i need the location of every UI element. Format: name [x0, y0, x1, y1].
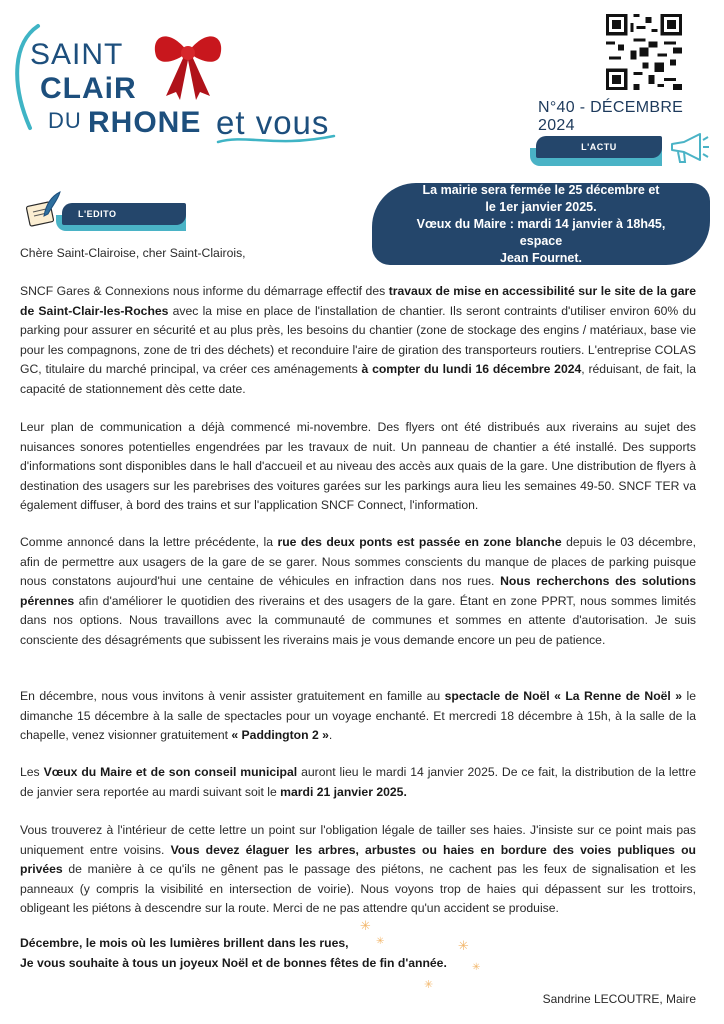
notice-line-4: Jean Fournet.: [500, 250, 582, 265]
paragraph-parking: Comme annoncé dans la lettre précédente, la rue des deux ponts est passée en zone blanche depuis le 03 décembre, afin de permettre aux usagers de la gare de se garer. Nous sommes conscients du manque de places de parking puisque nous constatons aujourd'hui une centaine de véhicules en infraction dans nos rues. Nous recherchons des solutions pérennes afin d'améliorer le quotidien des riverains et des usagers de la gare. Étant en zone PPRT, nous sommes limités dans nos options. Nous travaillons avec la communauté de communes et sommes en attente d'autorisation. Je suis consciente des désagréments que subissent les riverains mais je vous demande encore un peu de patience.: [20, 535, 696, 647]
paragraph-voeux: Les Vœux du Maire et de son conseil municipal auront lieu le mardi 14 janvier 2025. De ce fait, la distribution de la lettre de janvier sera reportée au mardi suivant soit le mardi 21 janvier 2025.: [20, 765, 696, 799]
signature: Sandrine LECOUTRE, Maire: [542, 992, 696, 1006]
actu-tab: L'ACTU: [536, 136, 662, 158]
logo-rhone: RHONE: [88, 106, 202, 139]
closing-line-1: Décembre, le mois où les lumières brillent dans les rues,: [20, 936, 349, 950]
edito-tab: L'EDITO: [62, 203, 186, 225]
logo-du: DU: [48, 108, 82, 133]
sparkle-icon: ✳: [424, 979, 434, 991]
logo-wave: [216, 132, 336, 148]
logo-et-vous: et vous: [216, 104, 330, 141]
paragraph-communication: Leur plan de communication a déjà commencé mi-novembre. Des flyers ont été distribués aux riverains au sujet des nuisances sonores potentielles engendrées par les travaux de nuit. Un panneau de chantier a été installé. Des supports d'informations sont disponibles dans le hall d'accueil et au niveau des accès aux quais de la gare. Une distribution de flyers à destination des usagers sur les parebrises des voitures garées sur les parkings aura lieu les semaines 49-50. SNCF TER va également diffuser, à bord des trains et sur l'application SNCF Connect, l'information.: [20, 420, 696, 513]
sparkle-icon: ✳: [458, 938, 469, 953]
sparkle-icon: ✳: [360, 918, 371, 933]
qr-code[interactable]: [606, 14, 682, 90]
ribbon-bow-icon: [148, 22, 228, 102]
paragraph-haies: Vous trouverez à l'intérieur de cette lettre un point sur l'obligation légale de tailler ses haies. J'insiste sur ce point mais pas uniquement entre voisins. Vous devez élaguer les arbres, arbustes ou haies en bordure des voies publiques ou privées de manière à ce qu'ils ne gênent pas le passage des piétons, ne cachent pas les feux de signalisation et les panneaux (y compris la visibilité en intersection de voirie). Nous voyons trop de haies qui dépassent sur les trottoirs, obligeant les piétons à descendre sur la route. Merci de ne pas attendre qu'un accident se produise.: [20, 823, 696, 916]
logo-saint: SAINT: [30, 38, 124, 71]
quill-paper-icon: [24, 190, 64, 230]
logo-clair: CLAiR: [40, 72, 137, 105]
issue-number: N°40 - DÉCEMBRE 2024: [538, 99, 684, 134]
paragraph-events: En décembre, nous vous invitons à venir assister gratuitement en famille au spectacle de Noël « La Renne de Noël » le dimanche 15 décembre à la salle de spectacles pour un voyage enchanté. Et mercredi 18 décembre à 15h, à la salle de la chapelle, venez visionner gratuitement « Paddington 2 ».: [20, 689, 696, 743]
megaphone-icon: [666, 130, 710, 166]
notice-line-2: le 1er janvier 2025.: [485, 199, 597, 214]
closing-line-2: Je vous souhaite à tous un joyeux Noël et de bonnes fêtes de fin d'année.: [20, 956, 447, 970]
sparkle-icon: ✳: [472, 962, 481, 973]
notice-line-3: Vœux du Maire : mardi 14 janvier à 18h45, espace: [416, 216, 666, 248]
salutation: Chère Saint-Clairoise, cher Saint-Clairois,: [20, 246, 246, 260]
notice-line-1: La mairie sera fermée le 25 décembre et: [422, 182, 660, 197]
sparkle-icon: ✳: [376, 936, 385, 947]
paragraph-sncf: SNCF Gares & Connexions nous informe du démarrage effectif des travaux de mise en accessibilité sur le site de la gare de Saint-Clair-les-Roches avec la mise en place de l'installation de chantier. Ils seront contraints d'utiliser environ 60% du parking pour assurer en sécurité et au plus près, les besoins du chantier (zone de stockage des engins / matériaux, base vie pour les compagnons, zone de tri des déchets) et reconduire l'aire de giration des transporteurs routiers. L'entreprise COLAS GC, titulaire du marché principal, va créer ces aménagements à compter du lundi 16 décembre 2024, réduisant, de fait, la capacité de stationnement dès cette date.: [20, 284, 696, 396]
